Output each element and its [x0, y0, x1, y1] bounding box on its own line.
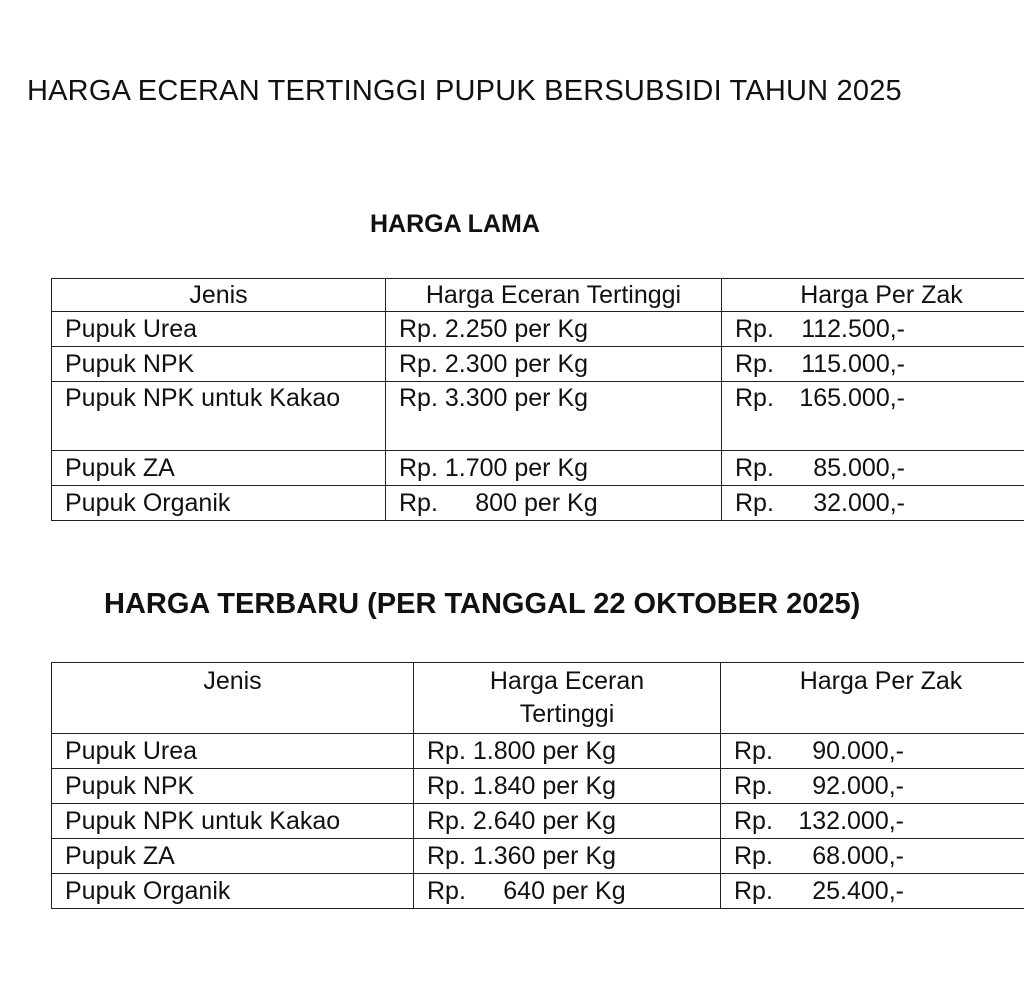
header-jenis: Jenis	[52, 663, 414, 734]
zak-value: 68.000,-	[812, 842, 904, 870]
cell-jenis: Pupuk Urea	[52, 312, 386, 347]
cell-het	[414, 734, 721, 769]
currency-label: Rp.	[735, 454, 774, 482]
cell-per-zak	[721, 769, 1024, 804]
cell-per-zak	[721, 734, 1024, 769]
currency-label: Rp.	[734, 737, 773, 765]
het-value: 2.640	[472, 807, 536, 835]
cell-het	[414, 769, 721, 804]
zak-value: 115.000,-	[801, 350, 905, 378]
currency-label: Rp.	[399, 384, 438, 412]
unit-label: per Kg	[523, 489, 598, 517]
table-row	[52, 486, 1024, 521]
unit-label: per Kg	[551, 877, 626, 905]
unit-label: per Kg	[542, 737, 617, 765]
het-value: 1.800	[472, 737, 536, 765]
cell-per-zak	[722, 312, 1024, 347]
new-price-table	[51, 662, 1024, 909]
table-row	[52, 382, 1024, 451]
currency-label: Rp.	[734, 807, 773, 835]
table-row	[52, 734, 1024, 769]
cell-jenis: Pupuk ZA	[52, 839, 414, 874]
unit-label: per Kg	[542, 842, 617, 870]
zak-value: 90.000,-	[812, 737, 904, 765]
table-row	[52, 451, 1024, 486]
old-price-heading: HARGA LAMA	[370, 210, 540, 238]
cell-jenis: Pupuk NPK	[52, 347, 386, 382]
cell-per-zak	[722, 382, 1024, 451]
table-row	[52, 312, 1024, 347]
cell-per-zak	[722, 347, 1024, 382]
cell-jenis: Pupuk NPK untuk Kakao	[52, 382, 386, 451]
cell-per-zak	[721, 804, 1024, 839]
cell-het	[414, 874, 721, 909]
cell-jenis: Pupuk NPK	[52, 769, 414, 804]
table-row	[52, 839, 1024, 874]
cell-per-zak	[722, 451, 1024, 486]
cell-het	[386, 451, 722, 486]
het-value: 800	[475, 489, 517, 517]
cell-jenis: Pupuk ZA	[52, 451, 386, 486]
currency-label: Rp.	[735, 350, 774, 378]
het-value: 2.250	[444, 315, 508, 343]
cell-het	[386, 486, 722, 521]
cell-het	[386, 312, 722, 347]
old-price-table	[51, 278, 1024, 521]
table-row	[52, 804, 1024, 839]
currency-label: Rp.	[735, 384, 774, 412]
header-het: Harga Eceran Tertinggi	[414, 663, 721, 734]
het-value: 3.300	[444, 384, 508, 412]
table-header-row	[52, 279, 1024, 312]
cell-per-zak	[721, 839, 1024, 874]
table-header-row	[52, 663, 1024, 734]
cell-het	[414, 804, 721, 839]
currency-label: Rp.	[427, 737, 466, 765]
unit-label: per Kg	[514, 315, 589, 343]
unit-label: per Kg	[514, 350, 589, 378]
unit-label: per Kg	[542, 807, 617, 835]
zak-value: 85.000,-	[813, 454, 905, 482]
cell-jenis: Pupuk Organik	[52, 874, 414, 909]
table-row	[52, 874, 1024, 909]
zak-value: 92.000,-	[812, 772, 904, 800]
het-value: 2.300	[444, 350, 508, 378]
currency-label: Rp.	[734, 772, 773, 800]
currency-label: Rp.	[427, 772, 466, 800]
zak-value: 32.000,-	[813, 489, 905, 517]
unit-label: per Kg	[514, 454, 589, 482]
header-per-zak: Harga Per Zak	[722, 279, 1024, 312]
currency-label: Rp.	[735, 315, 774, 343]
zak-value: 25.400,-	[812, 877, 904, 905]
table-row	[52, 347, 1024, 382]
cell-jenis: Pupuk Urea	[52, 734, 414, 769]
currency-label: Rp.	[399, 315, 438, 343]
currency-label: Rp.	[399, 454, 438, 482]
cell-per-zak	[721, 874, 1024, 909]
currency-label: Rp.	[399, 350, 438, 378]
header-jenis: Jenis	[52, 279, 386, 312]
cell-het	[386, 382, 722, 451]
het-value: 1.700	[444, 454, 508, 482]
currency-label: Rp.	[735, 489, 774, 517]
zak-value: 132.000,-	[798, 807, 904, 835]
het-value: 1.840	[472, 772, 536, 800]
currency-label: Rp.	[734, 877, 773, 905]
zak-value: 112.500,-	[801, 315, 905, 343]
zak-value: 165.000,-	[799, 384, 905, 412]
currency-label: Rp.	[427, 877, 466, 905]
currency-label: Rp.	[427, 807, 466, 835]
cell-per-zak	[722, 486, 1024, 521]
header-per-zak: Harga Per Zak	[721, 663, 1024, 734]
het-value: 640	[503, 877, 545, 905]
cell-het	[386, 347, 722, 382]
unit-label: per Kg	[514, 384, 589, 412]
cell-jenis: Pupuk NPK untuk Kakao	[52, 804, 414, 839]
currency-label: Rp.	[734, 842, 773, 870]
cell-het	[414, 839, 721, 874]
header-het: Harga Eceran Tertinggi	[386, 279, 722, 312]
het-value: 1.360	[472, 842, 536, 870]
currency-label: Rp.	[427, 842, 466, 870]
new-price-heading: HARGA TERBARU (PER TANGGAL 22 OKTOBER 2025)	[104, 588, 861, 620]
table-row	[52, 769, 1024, 804]
currency-label: Rp.	[399, 489, 438, 517]
page-title: HARGA ECERAN TERTINGGI PUPUK BERSUBSIDI TAHUN 2025	[27, 75, 902, 107]
cell-jenis: Pupuk Organik	[52, 486, 386, 521]
unit-label: per Kg	[542, 772, 617, 800]
